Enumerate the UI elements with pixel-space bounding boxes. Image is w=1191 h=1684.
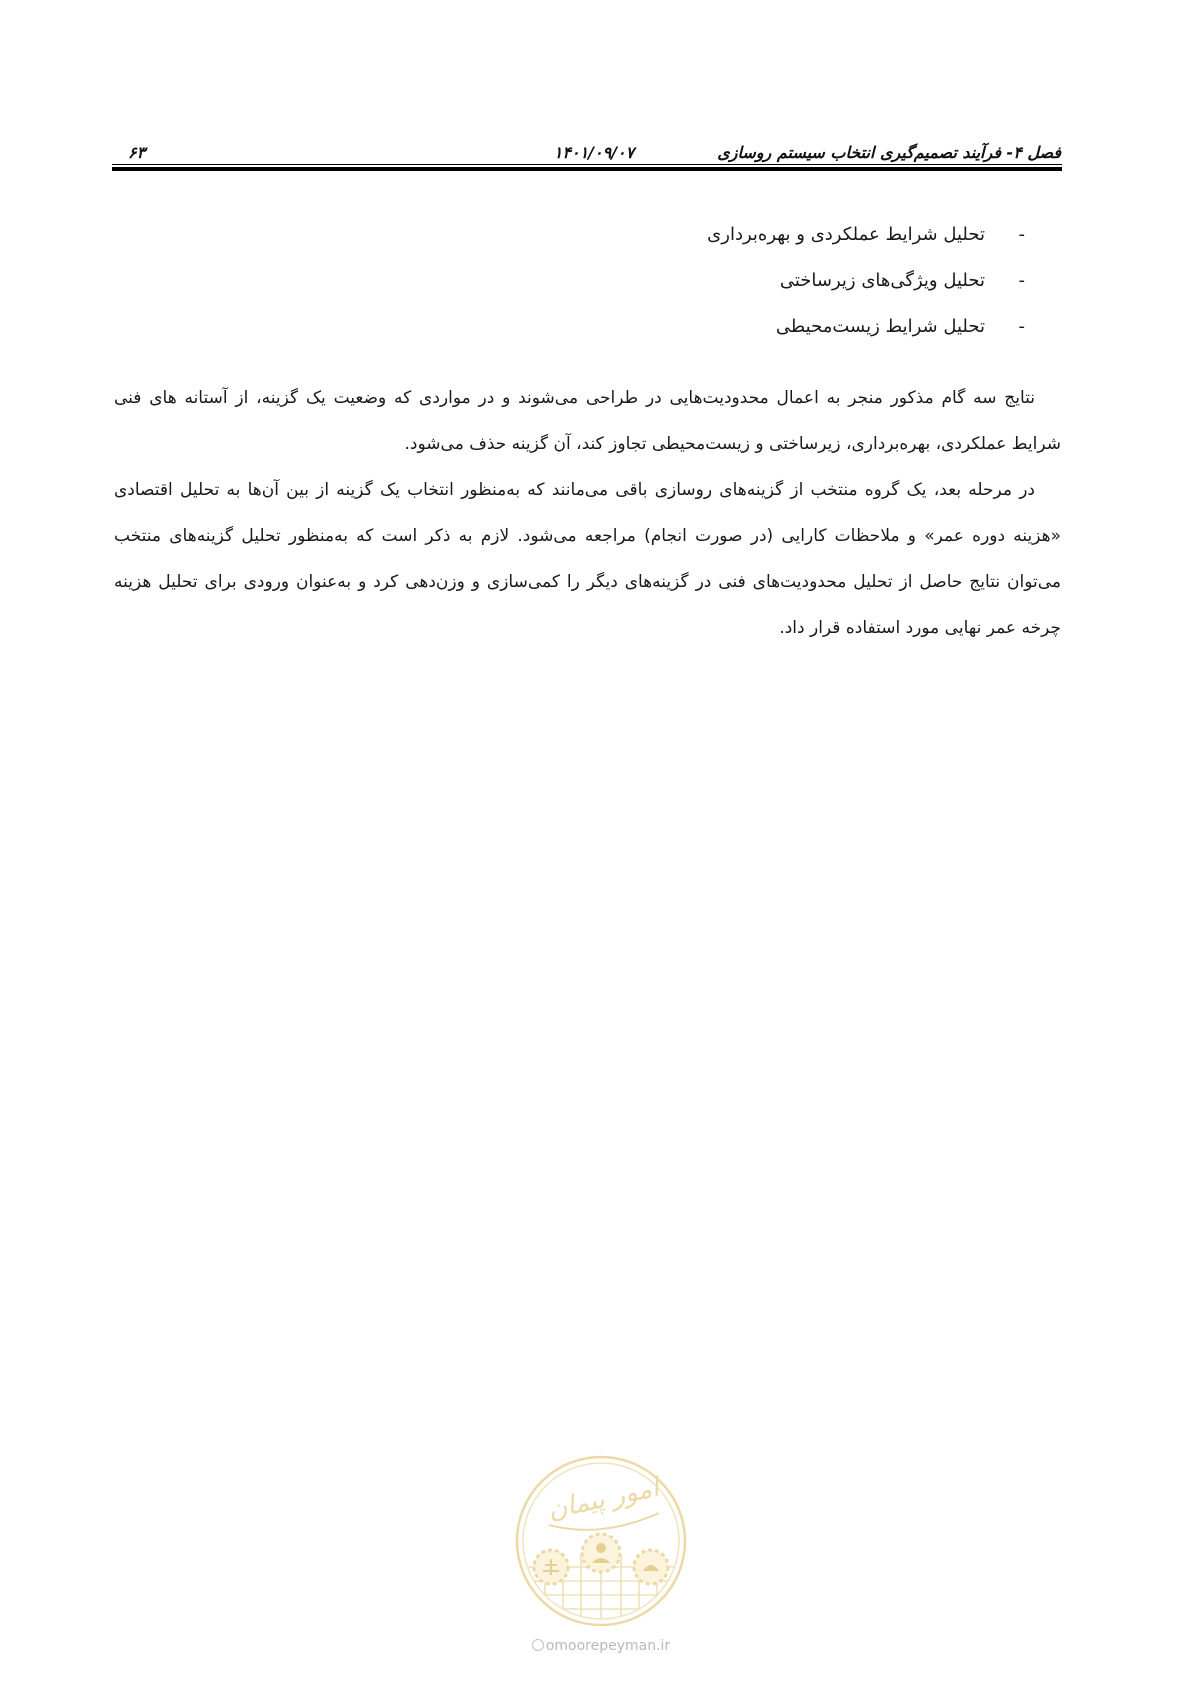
bullet-item [707,304,1025,350]
body-text [114,375,1061,651]
bullet-dash: - [1018,270,1025,291]
site-url: omoorepeyman.ir [545,1638,671,1654]
bullet-list [707,212,1025,350]
bullet-text: تحلیل شرایط زیست‌محیطی [775,316,985,337]
logo-lettering: امور پیمان [545,1472,662,1526]
bullet-text: تحلیل ویژگی‌های زیرساختی [779,270,985,291]
bullet-dash: - [1018,224,1025,245]
bullet-item [707,212,1025,258]
paragraph: نتایج سه گام مذکور منجر به اعمال محدودیت‌هایی در طراحی می‌شوند و در مواردی که وضعیت یک گزینه، از آستانه های فنی شرایط عملکردی، بهره‌برداری، زیرساختی و زیست‌محیطی تجاوز کند، آن گزینه حذف می‌شود. [114,388,1061,454]
header-rule-thin [112,164,1062,165]
page-number: ۶۳ [128,143,146,162]
header-date: ۱۴۰۱/۰۹/۰۷ [553,143,635,162]
bullet-text: تحلیل شرایط عملکردی و بهره‌برداری [707,224,985,245]
paragraph: در مرحله بعد، یک گروه منتخب از گزینه‌های روسازی باقی می‌مانند که به‌منظور انتخاب یک گزینه از بین آن‌ها به تحلیل اقتصادی «هزینه دوره عمر» و ملاحظات کارایی (در صورت انجام) مراجعه می‌شود. لازم به ذکر است که به‌منظور تحلیل گزینه‌های منتخب می‌توان نتایج حاصل از تحلیل محدودیت‌های فنی در گزینه‌های دیگر را کمی‌سازی و وزن‌دهی کرد و به‌عنوان ورودی برای تحلیل هزینه چرخه عمر نهایی مورد استفاده قرار داد. [114,480,1061,638]
at-sign-icon [532,1639,544,1651]
bullet-item [707,258,1025,304]
watermark-site [501,1636,701,1656]
watermark-logo [509,1455,693,1627]
chapter-title: فصل ۴- فرآیند تصمیم‌گیری انتخاب سیستم روسازی [717,143,1061,162]
bullet-dash: - [1018,316,1025,337]
header-rule-thick [112,167,1062,171]
